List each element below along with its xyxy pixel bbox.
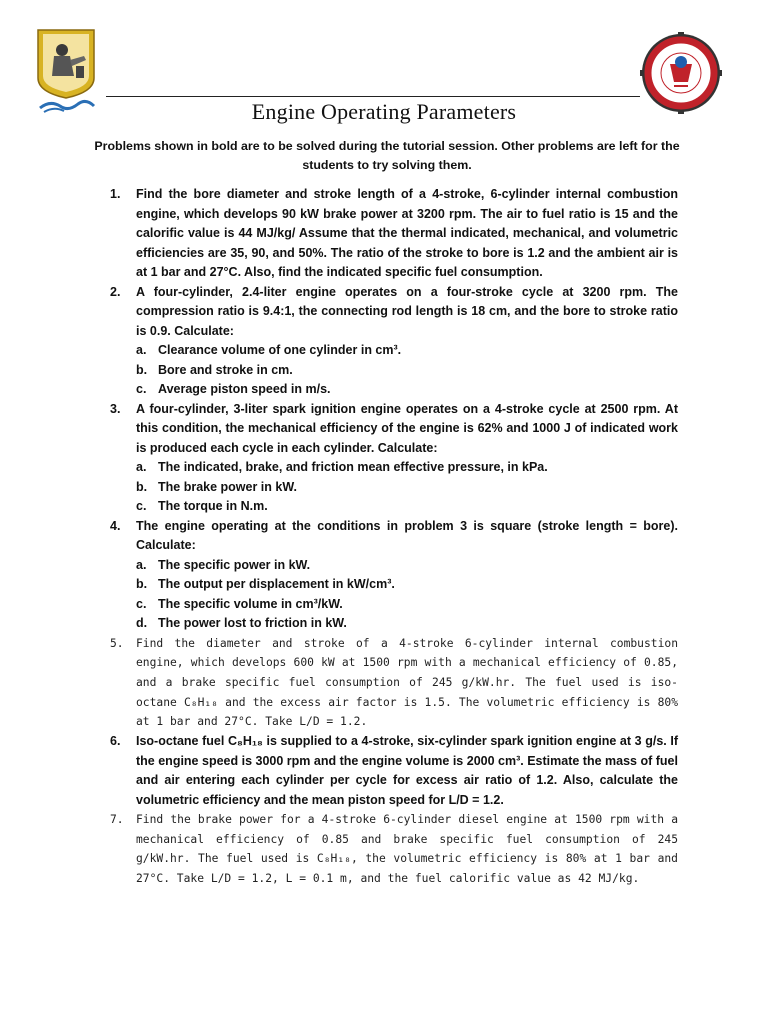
sub-question-text: The power lost to friction in kW. xyxy=(158,616,347,630)
problem-text: A four-cylinder, 3-liter spark ignition engine operates on a 4-stroke cycle at 2500 rpm. At this condition, the mechanical efficiency of the engine is 62% and 1000 J of indicated work is produced each cycle in each cylinder. Calculate: xyxy=(136,401,678,455)
problem-item xyxy=(110,634,678,733)
sub-question-letter: b. xyxy=(136,479,148,494)
sub-question-text: The output per displacement in kW/cm³. xyxy=(158,577,395,591)
sub-question xyxy=(136,614,678,634)
problem-text: A four-cylinder, 2.4-liter engine operates on a four-stroke cycle at 3200 rpm. The compression ratio is 9.4:1, the connecting rod length is 18 cm, and the bore to stroke ratio is 0.9. Calculate: xyxy=(136,284,678,338)
sub-question-letter: a. xyxy=(136,460,147,474)
sub-question-text: The indicated, brake, and friction mean effective pressure, in kPa. xyxy=(158,460,548,474)
problem-item xyxy=(110,732,678,810)
sub-question-text: Clearance volume of one cylinder in cm³. xyxy=(158,343,402,357)
header-rule xyxy=(106,96,640,97)
sub-question-letter: a. xyxy=(136,343,147,357)
sub-question xyxy=(136,595,678,615)
sub-question-text: Bore and stroke in cm. xyxy=(158,362,293,377)
sub-question xyxy=(136,458,678,478)
sub-question-letter: c. xyxy=(136,382,147,396)
sub-question-letter: c. xyxy=(136,596,147,611)
problem-item xyxy=(110,517,678,634)
sub-question-text: The torque in N.m. xyxy=(158,499,268,513)
problem-number: 3. xyxy=(110,401,121,416)
sub-question-letter: d. xyxy=(136,616,148,630)
problem-number: 4. xyxy=(110,518,121,533)
problem-list xyxy=(110,185,678,889)
sub-question xyxy=(136,497,678,517)
sub-question xyxy=(136,341,678,361)
sub-question xyxy=(136,575,678,595)
sub-question xyxy=(136,478,678,498)
sub-question xyxy=(136,380,678,400)
sub-question-letter: b. xyxy=(136,577,148,591)
sub-question xyxy=(136,556,678,576)
problem-item xyxy=(110,400,678,517)
problem-number: 5. xyxy=(110,636,124,650)
problem-number: 7. xyxy=(110,813,124,827)
sub-question-text: The brake power in kW. xyxy=(158,479,297,494)
problem-number: 6. xyxy=(110,734,121,749)
sub-question-letter: a. xyxy=(136,557,147,572)
sub-question-text: The specific volume in cm³/kW. xyxy=(158,596,343,611)
problem-text: Find the brake power for a 4-stroke 6-cylinder diesel engine at 1500 rpm with a mechanical efficiency of 0.85 and brake specific fuel consumption of 245 g/kW.hr. The fuel used is C₈H₁₈, the volumetric efficiency is 80% at 1 bar and 27°C. Take L/D = 1.2, L = 0.1 m, and the fuel calorific value as 42 MJ/kg. xyxy=(136,813,678,886)
problem-number: 1. xyxy=(110,187,121,201)
problem-text: The engine operating at the conditions in problem 3 is square (stroke length = bore). Calculate: xyxy=(136,518,678,552)
sub-question-list xyxy=(136,341,678,400)
sub-question-list xyxy=(136,556,678,634)
problem-text: Find the diameter and stroke of a 4-stroke 6-cylinder internal combustion engine, which develops 600 kW at 1500 rpm with a mechanical efficiency of 0.85, and a brake specific fuel consumption of 245 g/kW.hr. The fuel used is iso-octane C₈H₁₈ and the excess air factor is 1.5. The volumetric efficiency is 80% at 1 bar and 27°C. Take L/D = 1.2. xyxy=(136,636,678,729)
sub-question-text: The specific power in kW. xyxy=(158,557,311,572)
problem-item xyxy=(110,185,678,283)
problem-item xyxy=(110,283,678,400)
instructions-note: Problems shown in bold are to be solved during the tutorial session. Other problems are left for the students to try solving them. xyxy=(94,139,680,172)
problem-text: Find the bore diameter and stroke length of a 4-stroke, 6-cylinder internal combustion engine, which develops 90 kW brake power at 3200 rpm. The air to fuel ratio is 15 and the calorific value is 44 MJ/kg/ Assume that the thermal indicated, mechanical, and volumetric efficiencies are 35, 90, and 50%. The ratio of the stroke to bore is 1.2 and the ambient air is at 1 bar and 27°C. Also, find the indicated specific fuel consumption. xyxy=(136,187,678,279)
problem-item xyxy=(110,810,678,889)
problem-text: Iso-octane fuel C₈H₁₈ is supplied to a 4-stroke, six-cylinder spark ignition engine at 3 g/s. If the engine speed is 3000 rpm and the engine volume is 2000 cm³. Estimate the mass of fuel and air entering each cylinder per cycle for excess air ratio of 1.2. Also, calculate the volumetric efficiency and the mean piston speed for L/D = 1.2. xyxy=(136,734,678,807)
sub-question xyxy=(136,361,678,381)
sub-question-text: Average piston speed in m/s. xyxy=(158,382,331,396)
sub-question-letter: c. xyxy=(136,499,147,513)
problem-number: 2. xyxy=(110,284,121,299)
sub-question-letter: b. xyxy=(136,362,148,377)
page-title: Engine Operating Parameters xyxy=(251,99,517,124)
sub-question-list xyxy=(136,458,678,517)
